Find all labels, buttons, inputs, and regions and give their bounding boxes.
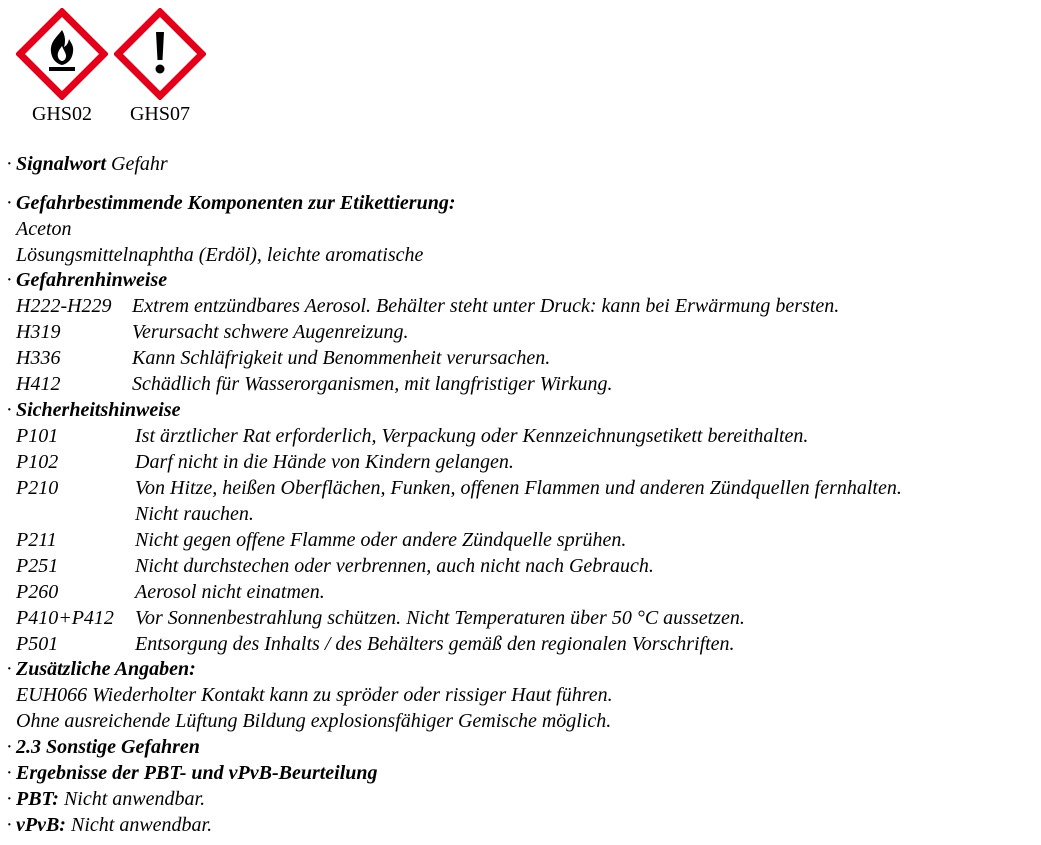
pictogram-code: GHS02 — [31, 103, 92, 125]
pbt-heading: · Ergebnisse der PBT- und vPvB-Beurteilung — [6, 762, 378, 784]
additional-item: EUH066 Wiederholter Kontakt kann zu spröder oder rissiger Haut führen. — [16, 684, 613, 706]
signal-word-value: Gefahr — [111, 153, 168, 175]
pictogram-ghs02 — [14, 8, 110, 124]
precaution-code: P260 — [16, 581, 59, 603]
vpvb-value: Nicht anwendbar. — [70, 814, 213, 836]
flame-icon — [16, 8, 108, 100]
hazard-code: H319 — [16, 321, 61, 343]
signal-word-label: Signalwort — [16, 153, 107, 175]
precaution-code: P410+P412 — [16, 607, 114, 629]
hazard-text: Schädlich für Wasserorganismen, mit langfristiger Wirkung. — [132, 373, 613, 395]
hazard-code: H222-H229 — [16, 295, 112, 317]
precaution-code: P211 — [16, 529, 57, 551]
hazard-text: Kann Schläfrigkeit und Benommenheit verursachen. — [132, 347, 551, 369]
precaution-text: Von Hitze, heißen Oberflächen, Funken, offenen Flammen und anderen Zündquellen fernhalten. — [135, 477, 902, 499]
vpvb-line: · vPvB: Nicht anwendbar. — [6, 814, 213, 836]
hazard-code: H336 — [16, 347, 61, 369]
exclamation-icon — [114, 8, 206, 100]
precaution-text: Nicht durchstechen oder verbrennen, auch nicht nach Gebrauch. — [135, 555, 654, 577]
precaution-code: P210 — [16, 477, 59, 499]
pbt-line: · PBT: Nicht anwendbar. — [6, 788, 206, 810]
precaution-code: P501 — [16, 633, 59, 655]
precaution-code: P102 — [16, 451, 59, 473]
pbt-value: Nicht anwendbar. — [63, 788, 206, 810]
additional-item: Ohne ausreichende Lüftung Bildung explosionsfähiger Gemische möglich. — [16, 710, 612, 732]
pbt-label: PBT: — [16, 788, 59, 810]
precaution-text-continued: Nicht rauchen. — [135, 503, 254, 525]
precaution-text: Entsorgung des Inhalts / des Behälters gemäß den regionalen Vorschriften. — [135, 633, 735, 655]
pictogram-ghs07 — [112, 8, 208, 124]
components-heading: · Gefahrbestimmende Komponenten zur Etikettierung: — [6, 192, 456, 214]
hazard-text: Verursacht schwere Augenreizung. — [132, 321, 409, 343]
precaution-text: Nicht gegen offene Flamme oder andere Zündquelle sprühen. — [135, 529, 627, 551]
component-item: Lösungsmittelnaphtha (Erdöl), leichte aromatische — [16, 244, 424, 266]
precautions-heading: · Sicherheitshinweise — [6, 399, 181, 421]
vpvb-label: vPvB: — [16, 814, 66, 836]
precaution-text: Aerosol nicht einatmen. — [135, 581, 325, 603]
hazard-text: Extrem entzündbares Aerosol. Behälter steht unter Druck: kann bei Erwärmung bersten. — [132, 295, 840, 317]
hazard-code: H412 — [16, 373, 61, 395]
component-item: Aceton — [16, 218, 72, 240]
hazards-heading: · Gefahrenhinweise — [6, 269, 168, 291]
precaution-text: Vor Sonnenbestrahlung schützen. Nicht Temperaturen über 50 °C aussetzen. — [135, 607, 745, 629]
precaution-text: Ist ärztlicher Rat erforderlich, Verpackung oder Kennzeichnungsetikett bereithalten. — [135, 425, 809, 447]
precaution-code: P101 — [16, 425, 59, 447]
precaution-code: P251 — [16, 555, 59, 577]
precaution-text: Darf nicht in die Hände von Kindern gelangen. — [135, 451, 514, 473]
other-hazards-heading: · 2.3 Sonstige Gefahren — [6, 736, 200, 758]
pictogram-code: GHS07 — [129, 103, 190, 125]
signal-word-line: · Signalwort Gefahr — [6, 153, 168, 175]
additional-heading: · Zusätzliche Angaben: — [6, 658, 196, 680]
